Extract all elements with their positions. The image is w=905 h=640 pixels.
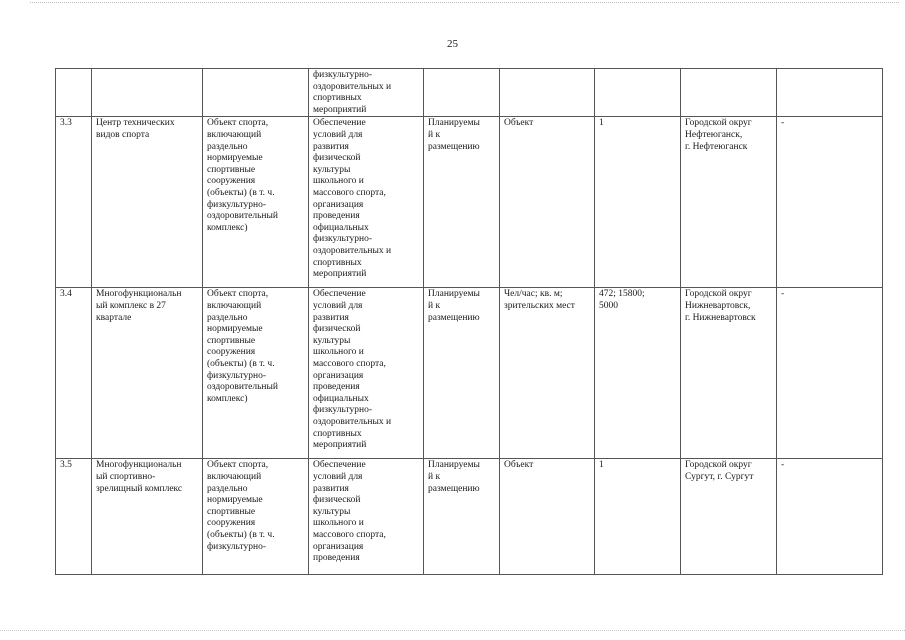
cell-unit: [500, 69, 595, 117]
table-row: [56, 288, 883, 459]
scan-edge-bottom: [0, 630, 905, 631]
cell-location: Городской округ Сургут, г. Сургут: [681, 459, 777, 575]
cell-name: [92, 69, 203, 117]
cell-purpose: физкультурно- оздоровительных и спортивных мероприятий: [309, 69, 424, 117]
cell-type: Объект спорта, включающий раздельно нормируемые спортивные сооружения (объекты) (в т. ч. физкультурно- оздоровительный комплекс): [203, 117, 309, 288]
table-row: [56, 117, 883, 288]
cell-num: [56, 69, 92, 117]
cell-name: Многофункциональн ый спортивно- зрелищный комплекс: [92, 459, 203, 575]
cell-unit: Объект: [500, 459, 595, 575]
cell-num: 3.4: [56, 288, 92, 459]
table-row: [56, 459, 883, 575]
cell-zone: -: [777, 288, 883, 459]
scan-edge-top: [30, 2, 899, 3]
cell-zone: -: [777, 117, 883, 288]
cell-type: Объект спорта, включающий раздельно нормируемые спортивные сооружения (объекты) (в т. ч. физкультурно- оздоровительный комплекс): [203, 288, 309, 459]
cell-name: Многофункциональн ый комплекс в 27 квартале: [92, 288, 203, 459]
cell-status: Планируемы й к размещению: [424, 117, 500, 288]
cell-purpose: Обеспечение условий для развития физической культуры школьного и массового спорта, организация проведения официальных физкультурно- оздоровительных и спортивных мероприятий: [309, 288, 424, 459]
objects-table: [55, 68, 883, 575]
cell-value: 472; 15800; 5000: [595, 288, 681, 459]
cell-value: [595, 69, 681, 117]
cell-status: Планируемы й к размещению: [424, 288, 500, 459]
cell-status: Планируемы й к размещению: [424, 459, 500, 575]
cell-num: 3.3: [56, 117, 92, 288]
cell-purpose: Обеспечение условий для развития физической культуры школьного и массового спорта, организация проведения официальных физкультурно- оздоровительных и спортивных мероприятий: [309, 117, 424, 288]
cell-purpose: Обеспечение условий для развития физической культуры школьного и массового спорта, организация проведения: [309, 459, 424, 575]
cell-name: Центр технических видов спорта: [92, 117, 203, 288]
cell-location: Городской округ Нефтеюганск, г. Нефтеюганск: [681, 117, 777, 288]
cell-type: Объект спорта, включающий раздельно нормируемые спортивные сооружения (объекты) (в т. ч. физкультурно-: [203, 459, 309, 575]
cell-status: [424, 69, 500, 117]
cell-type: [203, 69, 309, 117]
cell-zone: [777, 69, 883, 117]
cell-unit: Чел/час; кв. м; зрительских мест: [500, 288, 595, 459]
page-number: 25: [447, 38, 458, 50]
cell-num: 3.5: [56, 459, 92, 575]
cell-location: [681, 69, 777, 117]
cell-zone: -: [777, 459, 883, 575]
cell-unit: Объект: [500, 117, 595, 288]
table-row: [56, 69, 883, 117]
cell-location: Городской округ Нижневартовск, г. Нижневартовск: [681, 288, 777, 459]
cell-value: 1: [595, 459, 681, 575]
cell-value: 1: [595, 117, 681, 288]
